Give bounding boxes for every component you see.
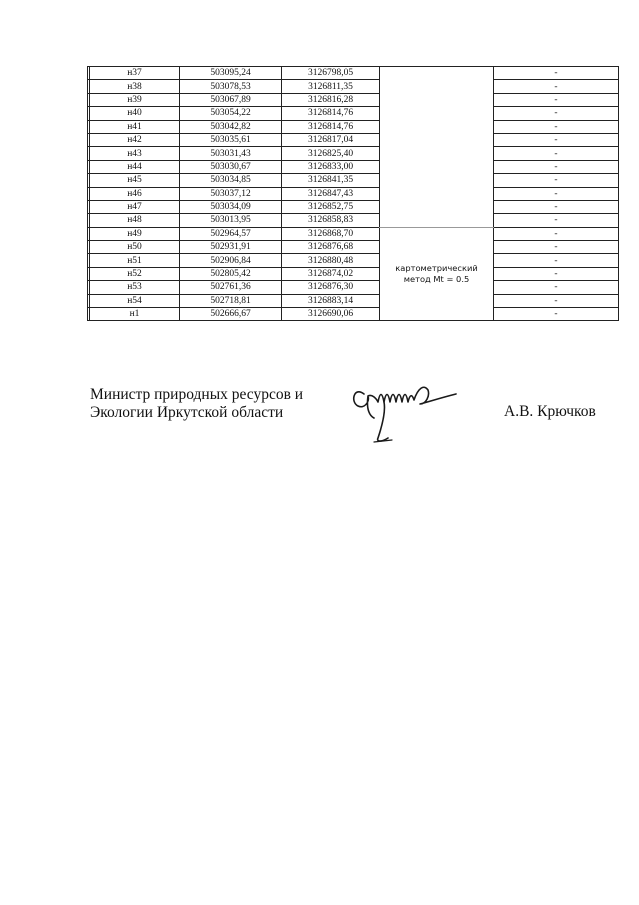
y-coordinate-cell: 3126841,35 — [282, 174, 380, 187]
error-cell: - — [494, 133, 619, 146]
signer-name: А.В. Крючков — [504, 403, 596, 420]
point-id-cell: н52 — [90, 267, 180, 280]
error-cell: - — [494, 281, 619, 294]
method-cell-empty — [380, 67, 494, 228]
table-row — [88, 67, 619, 80]
table-row — [88, 200, 619, 213]
table-row — [88, 147, 619, 160]
signer-position — [90, 386, 330, 422]
error-cell: - — [494, 200, 619, 213]
x-coordinate-cell: 503037,12 — [180, 187, 282, 200]
error-cell: - — [494, 107, 619, 120]
point-id-cell: н38 — [90, 80, 180, 93]
y-coordinate-cell: 3126868,70 — [282, 227, 380, 240]
table-row — [88, 174, 619, 187]
table-row — [88, 294, 619, 307]
x-coordinate-cell: 502718,81 — [180, 294, 282, 307]
point-id-cell: н51 — [90, 254, 180, 267]
error-cell: - — [494, 241, 619, 254]
error-cell: - — [494, 160, 619, 173]
point-id-cell: н41 — [90, 120, 180, 133]
y-coordinate-cell: 3126874,02 — [282, 267, 380, 280]
table-row — [88, 93, 619, 106]
y-coordinate-cell: 3126876,30 — [282, 281, 380, 294]
error-cell: - — [494, 187, 619, 200]
x-coordinate-cell: 503034,85 — [180, 174, 282, 187]
point-id-cell: н40 — [90, 107, 180, 120]
handwritten-signature — [348, 380, 466, 450]
signer-position-line-2: Экологии Иркутской области — [90, 404, 284, 421]
table-row — [88, 241, 619, 254]
x-coordinate-cell: 503034,09 — [180, 200, 282, 213]
error-cell: - — [494, 80, 619, 93]
y-coordinate-cell: 3126876,68 — [282, 241, 380, 254]
point-id-cell: н45 — [90, 174, 180, 187]
error-cell: - — [494, 67, 619, 80]
table-row — [88, 160, 619, 173]
point-id-cell: н43 — [90, 147, 180, 160]
x-coordinate-cell: 502906,84 — [180, 254, 282, 267]
y-coordinate-cell: 3126814,76 — [282, 107, 380, 120]
x-coordinate-cell: 503095,24 — [180, 67, 282, 80]
error-cell: - — [494, 174, 619, 187]
x-coordinate-cell: 503067,89 — [180, 93, 282, 106]
error-cell: - — [494, 267, 619, 280]
x-coordinate-cell: 502964,57 — [180, 227, 282, 240]
error-cell: - — [494, 308, 619, 321]
y-coordinate-cell: 3126798,05 — [282, 67, 380, 80]
error-cell: - — [494, 93, 619, 106]
method-line-2: метод Mt = 0.5 — [403, 274, 470, 285]
coordinates-table-body — [88, 67, 619, 321]
coordinates-table — [87, 66, 619, 321]
x-coordinate-cell: 503042,82 — [180, 120, 282, 133]
y-coordinate-cell: 3126833,00 — [282, 160, 380, 173]
point-id-cell: н47 — [90, 200, 180, 213]
error-cell: - — [494, 227, 619, 240]
error-cell: - — [494, 147, 619, 160]
x-coordinate-cell: 503054,22 — [180, 107, 282, 120]
signature-block — [90, 386, 620, 456]
table-row — [88, 187, 619, 200]
y-coordinate-cell: 3126817,04 — [282, 133, 380, 146]
y-coordinate-cell: 3126880,48 — [282, 254, 380, 267]
error-cell: - — [494, 120, 619, 133]
point-id-cell: н53 — [90, 281, 180, 294]
y-coordinate-cell: 3126883,14 — [282, 294, 380, 307]
y-coordinate-cell: 3126847,43 — [282, 187, 380, 200]
x-coordinate-cell: 502931,91 — [180, 241, 282, 254]
error-cell: - — [494, 294, 619, 307]
point-id-cell: н48 — [90, 214, 180, 227]
x-coordinate-cell: 502805,42 — [180, 267, 282, 280]
error-cell: - — [494, 214, 619, 227]
x-coordinate-cell: 503031,43 — [180, 147, 282, 160]
x-coordinate-cell: 503078,53 — [180, 80, 282, 93]
x-coordinate-cell: 502761,36 — [180, 281, 282, 294]
table-row — [88, 281, 619, 294]
table-row — [88, 308, 619, 321]
table-row — [88, 254, 619, 267]
point-id-cell: н46 — [90, 187, 180, 200]
table-row — [88, 227, 619, 240]
y-coordinate-cell: 3126825,40 — [282, 147, 380, 160]
x-coordinate-cell: 502666,67 — [180, 308, 282, 321]
point-id-cell: н49 — [90, 227, 180, 240]
method-cell — [380, 227, 494, 321]
coordinates-table-container — [87, 66, 614, 321]
point-id-cell: н50 — [90, 241, 180, 254]
table-row — [88, 267, 619, 280]
point-id-cell: н42 — [90, 133, 180, 146]
method-line-1: картометрический — [395, 263, 478, 274]
x-coordinate-cell: 503013,95 — [180, 214, 282, 227]
table-row — [88, 107, 619, 120]
y-coordinate-cell: 3126811,35 — [282, 80, 380, 93]
y-coordinate-cell: 3126690,06 — [282, 308, 380, 321]
point-id-cell: н1 — [90, 308, 180, 321]
table-row — [88, 214, 619, 227]
y-coordinate-cell: 3126814,76 — [282, 120, 380, 133]
error-cell: - — [494, 254, 619, 267]
signer-position-line-1: Министр природных ресурсов и — [90, 386, 304, 403]
x-coordinate-cell: 503035,61 — [180, 133, 282, 146]
point-id-cell: н39 — [90, 93, 180, 106]
y-coordinate-cell: 3126852,75 — [282, 200, 380, 213]
point-id-cell: н44 — [90, 160, 180, 173]
point-id-cell: н37 — [90, 67, 180, 80]
y-coordinate-cell: 3126858,83 — [282, 214, 380, 227]
table-row — [88, 120, 619, 133]
table-row — [88, 80, 619, 93]
y-coordinate-cell: 3126816,28 — [282, 93, 380, 106]
x-coordinate-cell: 503030,67 — [180, 160, 282, 173]
table-row — [88, 133, 619, 146]
point-id-cell: н54 — [90, 294, 180, 307]
